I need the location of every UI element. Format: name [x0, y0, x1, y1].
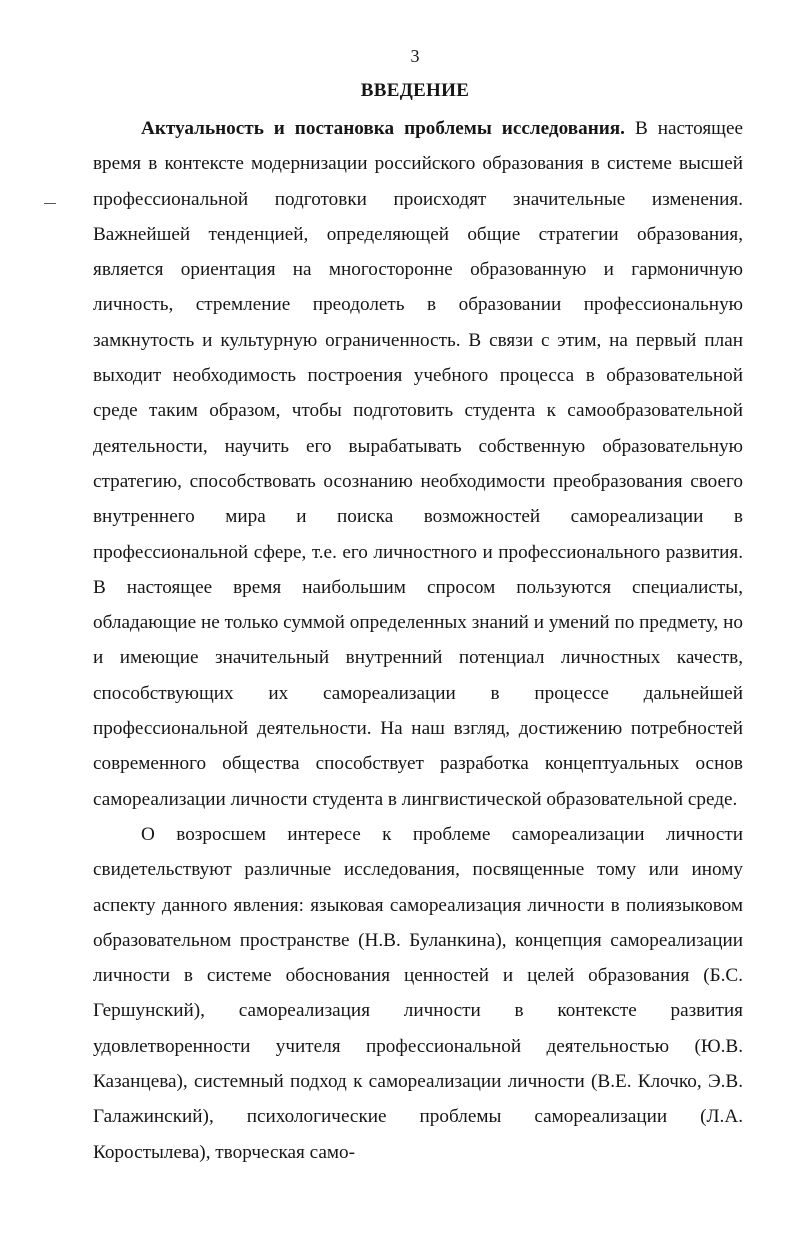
section-heading: ВВЕДЕНИЕ — [360, 80, 470, 101]
paragraph-research-interest: О возросшем интересе к проблеме самореализации личности свидетельствуют различные исследования, посвященные тому или иному аспекту данного явления: языковая самореализация личности в полиязыковом образовательном пространстве (Н.В. Буланкина), концепция самореализации личности в системе обоснования ценностей и целей образования (Б.С. Гершунский), самореализация личности в контексте развития удовлетворенности учителя профессиональной деятельностью (Ю.В. Казанцева), системный подход к самореализации личности (В.Е. Клочко, Э.В. Галажинский), психологические проблемы самореализации (Л.А. Коростылева), творческая само- — [93, 824, 743, 1163]
paragraph-text: В настоящее время в контексте модернизации российского образования в системе высшей профессиональной подготовки происходят значительные изменения. Важнейшей тенденцией, определяющей общие стратегии образования, является ориентация на многосторонне образованную и гармоничную личность, стремление преодолеть в образовании профессиональную замкнутость и культурную ограниченность. В связи с этим, на первый план выходит необходимость построения учебного процесса в образовательной среде таким образом, чтобы подготовить студента к самообразовательной деятельности, научить его вырабатывать собственную образовательную стратегию, способствовать осознанию необходимости преобразования своего внутреннего мира и поиска возможностей самореализации в профессиональной сфере, т.е. его личностного и профессионального развития. В настоящее время наибольшим спросом пользуются специалисты, обладающие не только суммой определенных знаний и умений по предмету, но и имеющие значительный внутренний потенциал личностных качеств, способствующих их самореализации в процессе дальнейшей профессиональной деятельности. На наш взгляд, достижению потребностей современного общества способствует разработка концептуальных основ самореализации личности студента в лингвистической образовательной среде. — [93, 118, 743, 810]
paragraph-lead-in: Актуальность и постановка проблемы исследования. — [141, 118, 625, 139]
page-number: 3 — [410, 46, 420, 66]
scan-margin-mark — [44, 203, 56, 204]
paragraph-relevance — [93, 111, 743, 817]
